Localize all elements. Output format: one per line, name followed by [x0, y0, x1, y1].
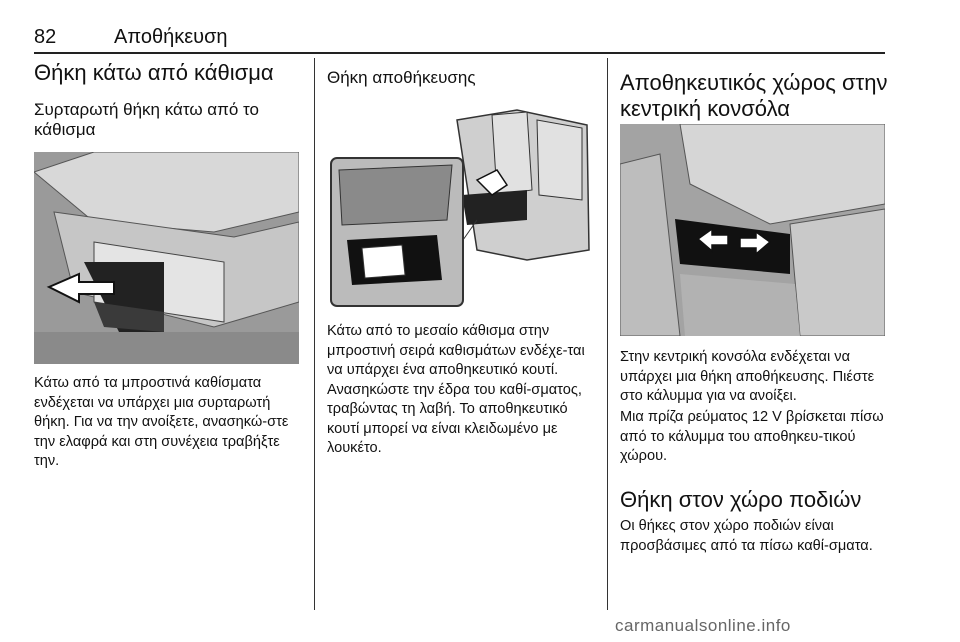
- page-number: 82: [34, 26, 57, 48]
- center-console-drawing: [620, 124, 885, 336]
- section-title-footwell: Θήκη στον χώρο ποδιών: [620, 487, 862, 512]
- center-console-illustration: [620, 124, 885, 336]
- paragraph-console-2: Μια πρίζα ρεύματος 12 V βρίσκεται πίσω από το κάλυμμα του αποθηκευ-τικού χώρου.: [620, 409, 884, 464]
- column-divider-2: [607, 58, 608, 610]
- paragraph-footwell: Οι θήκες στον χώρο ποδιών είναι προσβάσιμες από τα πίσω καθί-σματα.: [620, 518, 873, 554]
- subsection-title-drawer: Συρταρωτή θήκη κάτω από το κάθισμα: [34, 100, 259, 139]
- storage-box-illustration: [327, 100, 599, 310]
- section-title-center-console: Αποθηκευτικός χώρος στην κεντρική κονσόλα: [620, 70, 888, 121]
- seat-drawer-drawing: [34, 152, 299, 364]
- chapter-title: Αποθήκευση: [114, 26, 228, 48]
- storage-box-drawing: [327, 100, 599, 310]
- under-seat-drawer-illustration: [34, 152, 299, 364]
- subsection-title-storage-box: Θήκη αποθήκευσης: [327, 68, 476, 87]
- header-divider: [34, 52, 885, 54]
- paragraph-console-1: Στην κεντρική κονσόλα ενδέχεται να υπάρχει μια θήκη αποθήκευσης. Πιέστε στο κάλυμμα για να ανοίξει.: [620, 349, 875, 404]
- watermark: carmanualsonline.info: [615, 616, 791, 635]
- column-divider-1: [314, 58, 315, 610]
- section-title-under-seat: Θήκη κάτω από κάθισμα: [34, 60, 274, 85]
- page-header: [34, 26, 884, 52]
- paragraph-storage-box: Κάτω από το μεσαίο κάθισμα στην μπροστινή σειρά καθισμάτων ενδέχε-ται να υπάρχει ένα αποθηκευτικό κουτί. Ανασηκώστε την έδρα του καθί-σματος, τραβώντας τη λαβή. Το αποθηκευτικό κουτί μπορεί να είναι κλειδωμένο με λουκέτο.: [327, 323, 585, 456]
- paragraph-drawer: Κάτω από τα μπροστινά καθίσματα ενδέχεται να υπάρχει μια συρταρωτή θήκη. Για να την ανοίξετε, ανασηκώ-στε την ελαφρά και στη συνέχεια τραβήξτε την.: [34, 375, 289, 469]
